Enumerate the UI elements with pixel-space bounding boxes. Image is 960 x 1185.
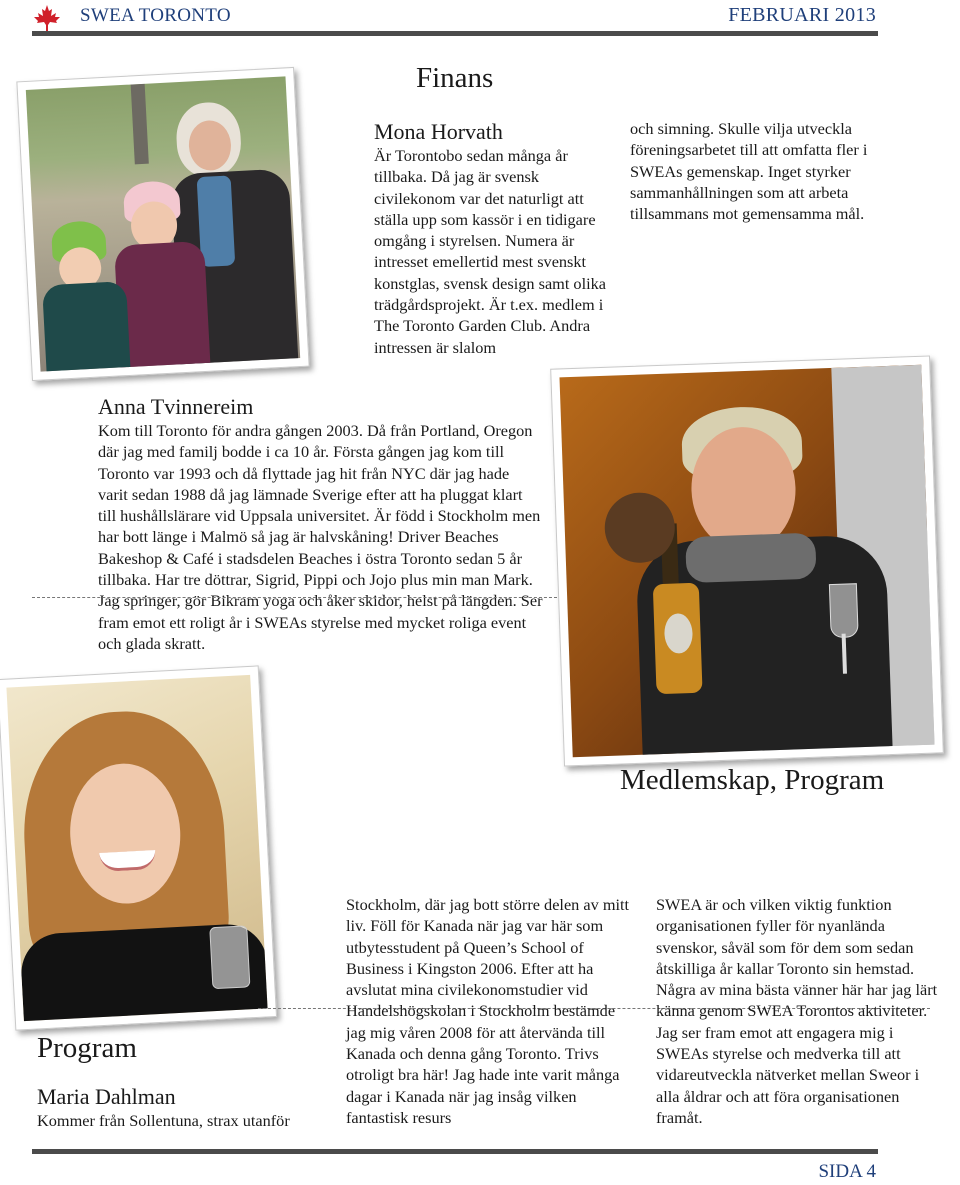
photo-maria-dahlman [0,665,277,1030]
bio-maria-dahlman-col3: SWEA är och vilken viktig funktion organisationen fyller för nyanlända svenskor, såväl som för dem som sedan åtskilliga år kallar Toronto sin hemstad. Några av mina bästa vänner här har jag lärt känna genom SWEA Torontos aktiviteter. Jag ser fram emot att engagera mig i SWEAs styrelse och medverka till att vidareutveckla nätverket mellan Sweor i alla åldrar och att föra organisationen framåt. [656,895,938,1127]
newsletter-title: SWEA TORONTO [80,5,231,26]
header-rule [32,31,878,36]
person-name-anna-tvinnereim: Anna Tvinnereim [98,394,254,419]
bio-mona-horvath-col1: Är Torontobo sedan många år tillbaka. Då jag är svensk civilekonom var det naturligt att ställa upp som kassör i en tidigare omgång i styrelsen. Numera är intresset emellertid mest svenskt konstglas, svensk design samt olika trädgårdsprojekt. Är t.ex. medlem i The Toronto Garden Club. Andra intressen är slalom [374,146,606,357]
page-number: SIDA 4 [818,1161,876,1182]
photo-anna-tvinnereim [550,355,944,766]
photo-mona-horvath [16,67,309,381]
bio-maria-dahlman-col2: Stockholm, där jag bott större delen av mitt liv. Föll för Kanada när jag var här som utbytesstudent på Queen’s School of Business i Kingston 2006. Efter att ha avslutat mina civilekonomstudier vid Handelshögskolan i Stockholm bestämde jag mig våren 2008 för att återvända till Kanada och denna gång Toronto. Trivs otroligt bra här! Jag hade inte varit många dagar i Kanada när jag insåg vilken fantastisk resurs [346,895,630,1127]
bio-anna-tvinnereim: Kom till Toronto för andra gången 2003. Då från Portland, Oregon där jag med familj bodde i ca 10 år. Första gången jag kom till Toronto var 1993 och då flyttade jag hit från NYC där jag hade varit sedan 1988 då jag lämnade Sverige efter att ha pluggat klart till hushållslärare vid Uppsala universitet. Är född i Stockholm men har bott länge i Malmö så jag är halvskåning! Driver Beaches Bakeshop & Café i stadsdelen Beaches i östra Toronto sedan 5 år tillbaka. Har tre döttrar, Sigrid, Pippi och Jojo plus min man Mark. Jag springer, gör Bikram yoga och åker skidor, helst på längden. Ser fram emot ett roligt år i SWEAs styrelse med mycket roliga event och glada skratt. [98,421,543,653]
person-name-maria-dahlman: Maria Dahlman [37,1084,176,1109]
bio-maria-dahlman-intro: Kommer från Sollentuna, strax utanför [37,1111,290,1130]
issue-date: FEBRUARI 2013 [728,4,876,26]
section-heading-program: Program [37,1032,137,1064]
person-name-mona-horvath: Mona Horvath [374,119,503,144]
section-heading-finans: Finans [416,62,494,94]
section-heading-medlemskap-program: Medlemskap, Program [620,764,885,796]
dashed-divider [32,597,562,598]
maple-leaf-icon [32,4,62,32]
footer-rule [32,1149,878,1154]
bio-mona-horvath-col2: och simning. Skulle vilja utveckla föreningsarbetet till att omfatta fler i SWEAs gemenskap. Inget styrker sammanhållningen som att arbeta tillsammans mot gemensamma mål. [630,119,868,224]
